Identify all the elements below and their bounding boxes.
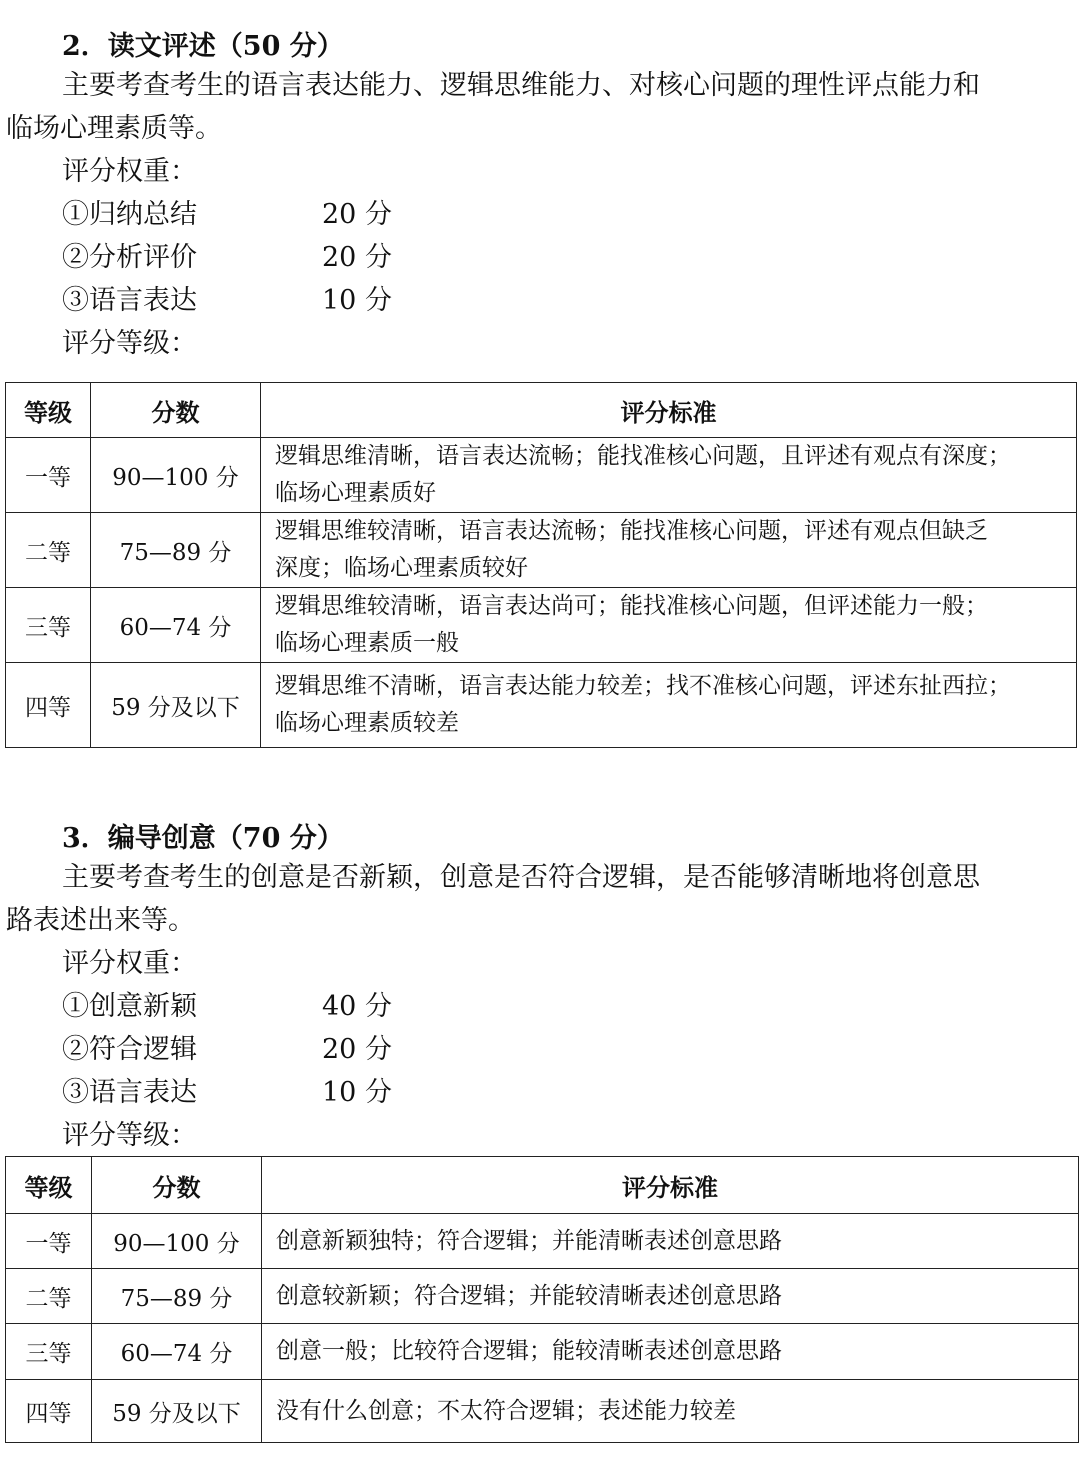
grade-cell: 二等: [6, 513, 91, 588]
standard-line: 逻辑思维较清晰，语言表达流畅；能找准核心问题，评述有观点但缺乏: [275, 518, 988, 544]
section-3-intro-line2: 路表述出来等。: [6, 905, 195, 936]
standard-line: 临场心理素质较差: [275, 710, 459, 736]
section-2-weights-label: 评分权重：: [62, 156, 197, 187]
header-score: 分数: [91, 383, 261, 438]
score-cell: 59 分及以下: [91, 663, 261, 748]
section-3-weights-label: 评分权重：: [62, 948, 197, 979]
section-3-weight-name: ①创意新颖: [62, 991, 197, 1022]
table-row: [6, 588, 1077, 663]
table-header-row: [6, 1157, 1079, 1214]
section-2-weight-name: ①归纳总结: [62, 199, 197, 230]
standard-cell: 创意新颖独特；符合逻辑；并能清晰表述创意思路: [262, 1214, 1079, 1269]
score-cell: 60—74 分: [92, 1324, 262, 1380]
header-grade: 等级: [6, 383, 91, 438]
section-2-weight-score: 10 分: [322, 285, 392, 316]
standard-cell: 创意较新颖；符合逻辑；并能较清晰表述创意思路: [262, 1269, 1079, 1324]
grade-cell: 二等: [6, 1269, 92, 1324]
standard-cell: [261, 513, 1077, 588]
standard-cell: 创意一般；比较符合逻辑；能较清晰表述创意思路: [262, 1324, 1079, 1380]
table-row: [6, 513, 1077, 588]
section-2-grades-label: 评分等级：: [62, 328, 197, 359]
standard-cell: [261, 663, 1077, 748]
section-3-weight-score: 10 分: [322, 1077, 392, 1108]
score-cell: 59 分及以下: [92, 1380, 262, 1443]
section-3-grades-label: 评分等级：: [62, 1120, 197, 1151]
header-standard: 评分标准: [262, 1157, 1079, 1214]
section-2-intro-line2: 临场心理素质等。: [6, 113, 222, 144]
standard-cell: [261, 438, 1077, 513]
header-standard: 评分标准: [261, 383, 1077, 438]
section-2-weight-score: 20 分: [322, 242, 392, 273]
table-row: [6, 438, 1077, 513]
standard-cell: 没有什么创意；不太符合逻辑；表述能力较差: [262, 1380, 1079, 1443]
table-row: [6, 1324, 1079, 1380]
section-3-weight-score: 40 分: [322, 991, 392, 1022]
section-2-grade-table: [5, 382, 1077, 748]
grade-cell: 一等: [6, 438, 91, 513]
table-header-row: [6, 383, 1077, 438]
standard-line: 逻辑思维较清晰，语言表达尚可；能找准核心问题，但评述能力一般；: [275, 593, 988, 619]
section-3-weight-name: ②符合逻辑: [62, 1034, 197, 1065]
section-3-weight-name: ③语言表达: [62, 1077, 197, 1108]
score-cell: 90—100 分: [91, 438, 261, 513]
section-2-heading: 2．读文评述（50 分）: [62, 31, 344, 62]
grade-cell: 四等: [6, 1380, 92, 1443]
section-2-weight-name: ③语言表达: [62, 285, 197, 316]
section-3-heading: 3．编导创意（70 分）: [62, 823, 344, 854]
standard-line: 逻辑思维不清晰，语言表达能力较差；找不准核心问题，评述东扯西拉；: [275, 673, 1011, 699]
grade-cell: 四等: [6, 663, 91, 748]
header-grade: 等级: [6, 1157, 92, 1214]
standard-line: 临场心理素质一般: [275, 630, 459, 656]
standard-line: 深度；临场心理素质较好: [275, 555, 528, 581]
table-row: [6, 663, 1077, 748]
section-3-weight-score: 20 分: [322, 1034, 392, 1065]
score-cell: 75—89 分: [92, 1269, 262, 1324]
standard-line: 逻辑思维清晰，语言表达流畅；能找准核心问题，且评述有观点有深度；: [275, 443, 1011, 469]
section-3-intro-line1: 主要考查考生的创意是否新颖，创意是否符合逻辑，是否能够清晰地将创意思: [62, 862, 980, 893]
grade-cell: 三等: [6, 588, 91, 663]
standard-line: 临场心理素质好: [275, 480, 436, 506]
grade-cell: 三等: [6, 1324, 92, 1380]
table-row: [6, 1214, 1079, 1269]
header-score: 分数: [92, 1157, 262, 1214]
table-row: [6, 1269, 1079, 1324]
score-cell: 60—74 分: [91, 588, 261, 663]
section-3-grade-table: [5, 1156, 1079, 1443]
table-row: [6, 1380, 1079, 1443]
grade-cell: 一等: [6, 1214, 92, 1269]
section-2-weight-score: 20 分: [322, 199, 392, 230]
section-2-weight-name: ②分析评价: [62, 242, 197, 273]
score-cell: 90—100 分: [92, 1214, 262, 1269]
score-cell: 75—89 分: [91, 513, 261, 588]
section-2-intro-line1: 主要考查考生的语言表达能力、逻辑思维能力、对核心问题的理性评点能力和: [62, 70, 980, 101]
standard-cell: [261, 588, 1077, 663]
